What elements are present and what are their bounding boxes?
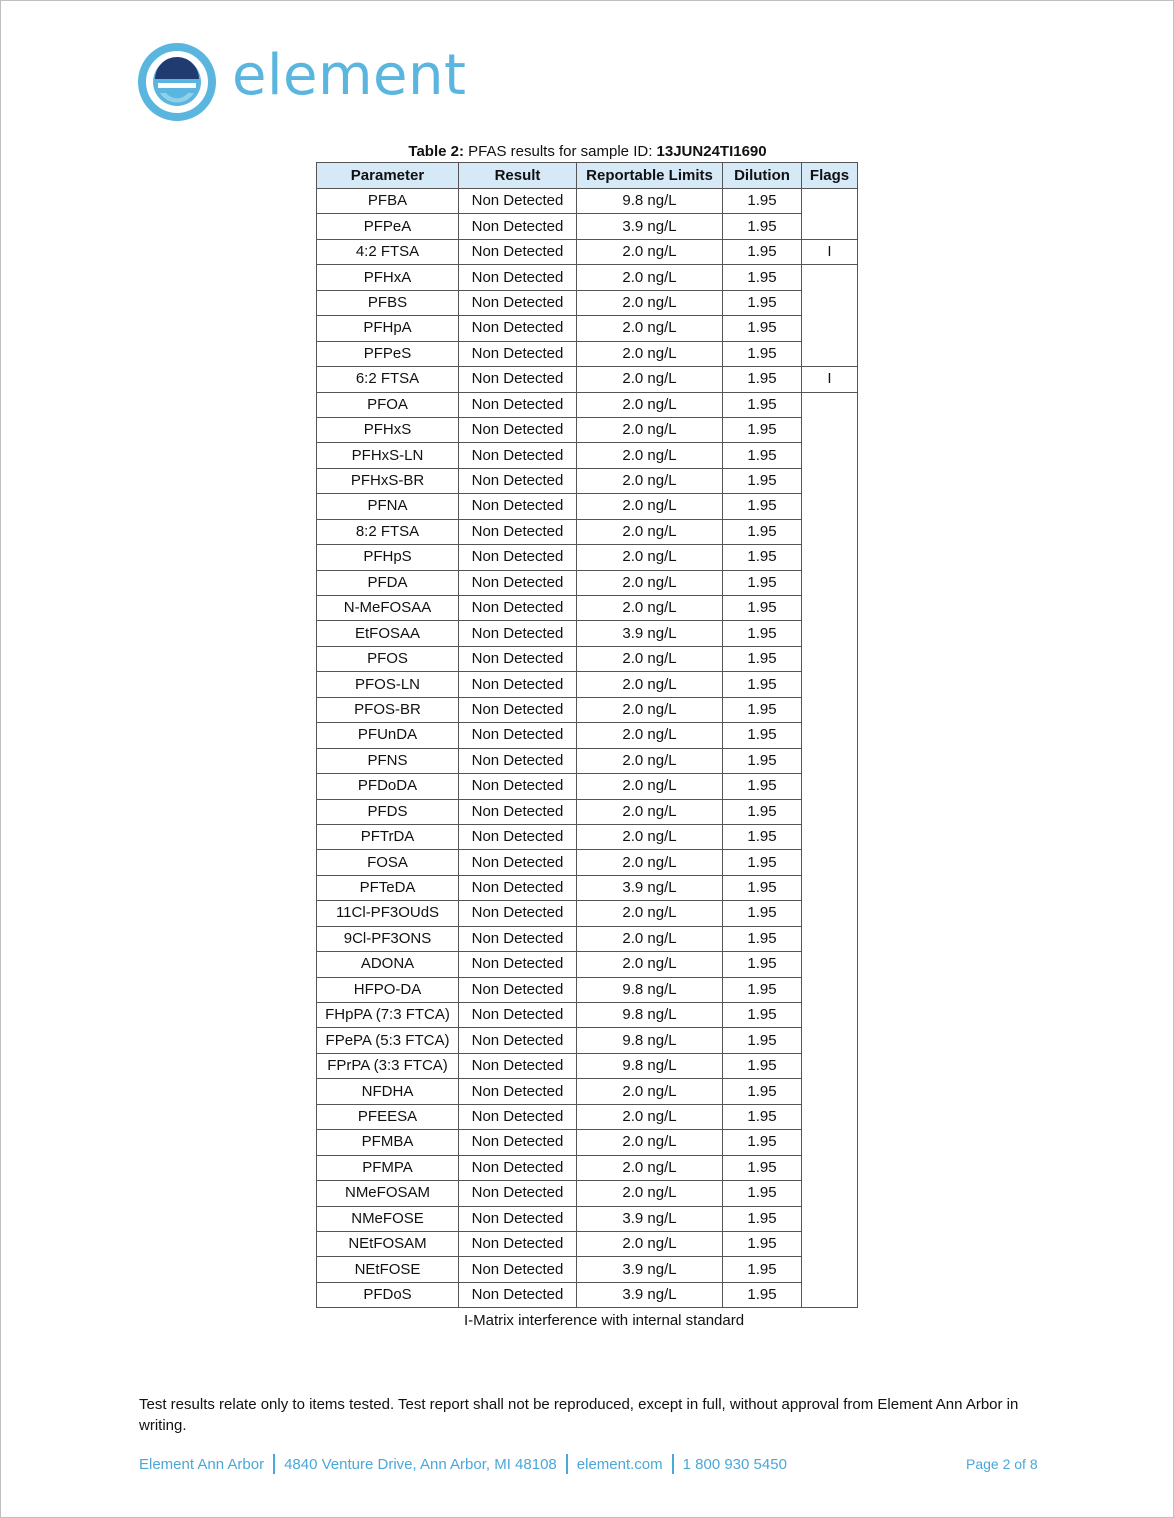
reportable-limit-cell: 3.9 ng/L <box>577 1206 723 1231</box>
parameter-cell: PFTeDA <box>317 875 459 900</box>
table-row <box>317 290 858 315</box>
table-row <box>317 1003 858 1028</box>
table-row <box>317 1130 858 1155</box>
dilution-cell: 1.95 <box>723 392 802 417</box>
parameter-cell: PFDS <box>317 799 459 824</box>
parameter-cell: 8:2 FTSA <box>317 519 459 544</box>
result-cell: Non Detected <box>459 1155 577 1180</box>
dilution-cell: 1.95 <box>723 367 802 392</box>
parameter-cell: NEtFOSE <box>317 1257 459 1282</box>
reportable-limit-cell: 2.0 ng/L <box>577 290 723 315</box>
header-result: Result <box>459 163 577 189</box>
caption-text: PFAS results for sample ID: <box>463 143 657 160</box>
header-parameter: Parameter <box>317 163 459 189</box>
footer-company: Element Ann Arbor <box>139 1455 265 1473</box>
parameter-cell: PFBS <box>317 290 459 315</box>
result-cell: Non Detected <box>459 672 577 697</box>
table-row <box>317 1257 858 1282</box>
result-cell: Non Detected <box>459 774 577 799</box>
flag-cell: I <box>802 239 858 264</box>
table-row <box>317 494 858 519</box>
reportable-limit-cell: 2.0 ng/L <box>577 672 723 697</box>
result-cell: Non Detected <box>459 1257 577 1282</box>
reportable-limit-cell: 3.9 ng/L <box>577 214 723 239</box>
parameter-cell: PFMBA <box>317 1130 459 1155</box>
page-footer <box>139 1454 1039 1474</box>
table-row <box>317 621 858 646</box>
dilution-cell: 1.95 <box>723 774 802 799</box>
table-row <box>317 1181 858 1206</box>
dilution-cell: 1.95 <box>723 646 802 671</box>
result-cell: Non Detected <box>459 367 577 392</box>
result-cell: Non Detected <box>459 341 577 366</box>
result-cell: Non Detected <box>459 239 577 264</box>
flag-footnote: I-Matrix interference with internal standard <box>463 1312 745 1329</box>
reportable-limit-cell: 9.8 ng/L <box>577 1028 723 1053</box>
reportable-limit-cell: 3.9 ng/L <box>577 1257 723 1282</box>
element-logo <box>138 42 466 122</box>
table-caption <box>316 142 859 162</box>
parameter-cell: PFTrDA <box>317 824 459 849</box>
result-cell: Non Detected <box>459 1053 577 1078</box>
parameter-cell: PFHxS-LN <box>317 443 459 468</box>
footer-website: element.com <box>576 1455 663 1473</box>
reportable-limit-cell: 2.0 ng/L <box>577 519 723 544</box>
result-cell: Non Detected <box>459 1130 577 1155</box>
header-dilution: Dilution <box>723 163 802 189</box>
result-cell: Non Detected <box>459 646 577 671</box>
table-row <box>317 367 858 392</box>
result-cell: Non Detected <box>459 265 577 290</box>
parameter-cell: FHpPA (7:3 FTCA) <box>317 1003 459 1028</box>
dilution-cell: 1.95 <box>723 1104 802 1129</box>
reportable-limit-cell: 2.0 ng/L <box>577 468 723 493</box>
dilution-cell: 1.95 <box>723 545 802 570</box>
element-logo-wordmark: element <box>232 43 467 108</box>
reportable-limit-cell: 2.0 ng/L <box>577 952 723 977</box>
reportable-limit-cell: 2.0 ng/L <box>577 1104 723 1129</box>
reportable-limit-cell: 9.8 ng/L <box>577 1003 723 1028</box>
dilution-cell: 1.95 <box>723 214 802 239</box>
parameter-cell: PFOA <box>317 392 459 417</box>
table-row <box>317 723 858 748</box>
result-cell: Non Detected <box>459 621 577 646</box>
reportable-limit-cell: 2.0 ng/L <box>577 545 723 570</box>
result-cell: Non Detected <box>459 545 577 570</box>
dilution-cell: 1.95 <box>723 697 802 722</box>
result-cell: Non Detected <box>459 1181 577 1206</box>
table-row <box>317 901 858 926</box>
result-cell: Non Detected <box>459 494 577 519</box>
result-cell: Non Detected <box>459 875 577 900</box>
dilution-cell: 1.95 <box>723 494 802 519</box>
table-row <box>317 443 858 468</box>
dilution-cell: 1.95 <box>723 1231 802 1256</box>
table-row <box>317 596 858 621</box>
parameter-cell: NEtFOSAM <box>317 1231 459 1256</box>
table-row <box>317 545 858 570</box>
parameter-cell: FOSA <box>317 850 459 875</box>
dilution-cell: 1.95 <box>723 824 802 849</box>
footer-address: 4840 Venture Drive, Ann Arbor, MI 48108 <box>284 1455 557 1473</box>
dilution-cell: 1.95 <box>723 265 802 290</box>
dilution-cell: 1.95 <box>723 316 802 341</box>
parameter-cell: ADONA <box>317 952 459 977</box>
table-row <box>317 417 858 442</box>
parameter-cell: HFPO-DA <box>317 977 459 1002</box>
table-row <box>317 189 858 214</box>
dilution-cell: 1.95 <box>723 570 802 595</box>
reportable-limit-cell: 2.0 ng/L <box>577 1079 723 1104</box>
result-cell: Non Detected <box>459 214 577 239</box>
table-row <box>317 1155 858 1180</box>
parameter-cell: 11Cl-PF3OUdS <box>317 901 459 926</box>
table-row <box>317 850 858 875</box>
table-row <box>317 977 858 1002</box>
footer-separator <box>566 1454 568 1474</box>
reportable-limit-cell: 2.0 ng/L <box>577 341 723 366</box>
table-row <box>317 214 858 239</box>
parameter-cell: PFHpS <box>317 545 459 570</box>
table-row <box>317 1028 858 1053</box>
reportable-limit-cell: 2.0 ng/L <box>577 494 723 519</box>
result-cell: Non Detected <box>459 799 577 824</box>
table-row <box>317 875 858 900</box>
dilution-cell: 1.95 <box>723 748 802 773</box>
table-row <box>317 926 858 951</box>
table-row <box>317 392 858 417</box>
reportable-limit-cell: 2.0 ng/L <box>577 850 723 875</box>
reportable-limit-cell: 2.0 ng/L <box>577 570 723 595</box>
dilution-cell: 1.95 <box>723 901 802 926</box>
dilution-cell: 1.95 <box>723 850 802 875</box>
result-cell: Non Detected <box>459 1104 577 1129</box>
flag-cell <box>802 265 858 367</box>
result-cell: Non Detected <box>459 1028 577 1053</box>
result-cell: Non Detected <box>459 189 577 214</box>
reportable-limit-cell: 2.0 ng/L <box>577 901 723 926</box>
dilution-cell: 1.95 <box>723 1079 802 1104</box>
reportable-limit-cell: 2.0 ng/L <box>577 392 723 417</box>
parameter-cell: N-MeFOSAA <box>317 596 459 621</box>
dilution-cell: 1.95 <box>723 1028 802 1053</box>
table-row <box>317 799 858 824</box>
parameter-cell: FPrPA (3:3 FTCA) <box>317 1053 459 1078</box>
table-row <box>317 570 858 595</box>
reportable-limit-cell: 2.0 ng/L <box>577 748 723 773</box>
dilution-cell: 1.95 <box>723 1257 802 1282</box>
table-row <box>317 672 858 697</box>
table-row <box>317 1053 858 1078</box>
result-cell: Non Detected <box>459 468 577 493</box>
table-row <box>317 774 858 799</box>
result-cell: Non Detected <box>459 824 577 849</box>
dilution-cell: 1.95 <box>723 672 802 697</box>
table-row <box>317 824 858 849</box>
dilution-cell: 1.95 <box>723 596 802 621</box>
parameter-cell: PFOS <box>317 646 459 671</box>
reportable-limit-cell: 3.9 ng/L <box>577 621 723 646</box>
disclaimer-text: Test results relate only to items tested. Test report shall not be reproduced, except in full, without approval from Element Ann Arbor in writing. <box>139 1396 1019 1434</box>
dilution-cell: 1.95 <box>723 926 802 951</box>
reportable-limit-cell: 2.0 ng/L <box>577 1231 723 1256</box>
reportable-limit-cell: 2.0 ng/L <box>577 799 723 824</box>
pfas-results-table <box>316 162 858 1308</box>
flag-cell: I <box>802 367 858 392</box>
table-row <box>317 697 858 722</box>
footer-separator <box>273 1454 275 1474</box>
result-cell: Non Detected <box>459 748 577 773</box>
dilution-cell: 1.95 <box>723 341 802 366</box>
table-row <box>317 1282 858 1307</box>
result-cell: Non Detected <box>459 723 577 748</box>
parameter-cell: 9Cl-PF3ONS <box>317 926 459 951</box>
dilution-cell: 1.95 <box>723 1282 802 1307</box>
parameter-cell: NMeFOSAM <box>317 1181 459 1206</box>
parameter-cell: PFDA <box>317 570 459 595</box>
result-cell: Non Detected <box>459 570 577 595</box>
table-row <box>317 239 858 264</box>
reportable-limit-cell: 2.0 ng/L <box>577 646 723 671</box>
result-cell: Non Detected <box>459 596 577 621</box>
parameter-cell: NMeFOSE <box>317 1206 459 1231</box>
dilution-cell: 1.95 <box>723 799 802 824</box>
reportable-limit-cell: 9.8 ng/L <box>577 189 723 214</box>
parameter-cell: 6:2 FTSA <box>317 367 459 392</box>
reportable-limit-cell: 3.9 ng/L <box>577 1282 723 1307</box>
dilution-cell: 1.95 <box>723 1155 802 1180</box>
parameter-cell: PFMPA <box>317 1155 459 1180</box>
parameter-cell: PFBA <box>317 189 459 214</box>
parameter-cell: PFNS <box>317 748 459 773</box>
result-cell: Non Detected <box>459 1282 577 1307</box>
caption-label: Table 2: <box>408 143 464 160</box>
parameter-cell: EtFOSAA <box>317 621 459 646</box>
parameter-cell: PFDoDA <box>317 774 459 799</box>
parameter-cell: PFEESA <box>317 1104 459 1129</box>
dilution-cell: 1.95 <box>723 1206 802 1231</box>
table-row <box>317 1206 858 1231</box>
flag-cell <box>802 392 858 1308</box>
result-cell: Non Detected <box>459 443 577 468</box>
table-body <box>317 189 858 1308</box>
reportable-limit-cell: 2.0 ng/L <box>577 367 723 392</box>
result-cell: Non Detected <box>459 1079 577 1104</box>
reportable-limit-cell: 2.0 ng/L <box>577 265 723 290</box>
result-cell: Non Detected <box>459 519 577 544</box>
table-header-row <box>317 163 858 189</box>
parameter-cell: PFOS-BR <box>317 697 459 722</box>
dilution-cell: 1.95 <box>723 417 802 442</box>
element-logo-mark-icon <box>138 43 216 121</box>
parameter-cell: FPePA (5:3 FTCA) <box>317 1028 459 1053</box>
dilution-cell: 1.95 <box>723 290 802 315</box>
table-row <box>317 519 858 544</box>
table-row <box>317 748 858 773</box>
dilution-cell: 1.95 <box>723 189 802 214</box>
parameter-cell: PFPeS <box>317 341 459 366</box>
table-row <box>317 265 858 290</box>
reportable-limit-cell: 3.9 ng/L <box>577 875 723 900</box>
result-cell: Non Detected <box>459 1003 577 1028</box>
table-row <box>317 341 858 366</box>
dilution-cell: 1.95 <box>723 519 802 544</box>
reportable-limit-cell: 2.0 ng/L <box>577 596 723 621</box>
dilution-cell: 1.95 <box>723 443 802 468</box>
reportable-limit-cell: 2.0 ng/L <box>577 1130 723 1155</box>
table-row <box>317 316 858 341</box>
header-reportable-limits: Reportable Limits <box>577 163 723 189</box>
result-cell: Non Detected <box>459 926 577 951</box>
result-cell: Non Detected <box>459 901 577 926</box>
parameter-cell: PFOS-LN <box>317 672 459 697</box>
dilution-cell: 1.95 <box>723 977 802 1002</box>
reportable-limit-cell: 2.0 ng/L <box>577 239 723 264</box>
table-row <box>317 1079 858 1104</box>
reportable-limit-cell: 2.0 ng/L <box>577 774 723 799</box>
reportable-limit-cell: 2.0 ng/L <box>577 417 723 442</box>
dilution-cell: 1.95 <box>723 1130 802 1155</box>
result-cell: Non Detected <box>459 1206 577 1231</box>
result-cell: Non Detected <box>459 417 577 442</box>
dilution-cell: 1.95 <box>723 1003 802 1028</box>
flag-cell <box>802 189 858 240</box>
parameter-cell: PFHxS <box>317 417 459 442</box>
dilution-cell: 1.95 <box>723 875 802 900</box>
parameter-cell: PFDoS <box>317 1282 459 1307</box>
result-cell: Non Detected <box>459 952 577 977</box>
footer-phone: 1 800 930 5450 <box>682 1455 787 1473</box>
reportable-limit-cell: 2.0 ng/L <box>577 316 723 341</box>
dilution-cell: 1.95 <box>723 952 802 977</box>
reportable-limit-cell: 2.0 ng/L <box>577 926 723 951</box>
parameter-cell: 4:2 FTSA <box>317 239 459 264</box>
table-row <box>317 952 858 977</box>
result-cell: Non Detected <box>459 290 577 315</box>
dilution-cell: 1.95 <box>723 468 802 493</box>
parameter-cell: NFDHA <box>317 1079 459 1104</box>
dilution-cell: 1.95 <box>723 1053 802 1078</box>
header-flags: Flags <box>802 163 858 189</box>
reportable-limit-cell: 2.0 ng/L <box>577 697 723 722</box>
dilution-cell: 1.95 <box>723 239 802 264</box>
result-cell: Non Detected <box>459 697 577 722</box>
parameter-cell: PFUnDA <box>317 723 459 748</box>
reportable-limit-cell: 2.0 ng/L <box>577 443 723 468</box>
result-cell: Non Detected <box>459 316 577 341</box>
table-row <box>317 1104 858 1129</box>
dilution-cell: 1.95 <box>723 1181 802 1206</box>
reportable-limit-cell: 9.8 ng/L <box>577 1053 723 1078</box>
parameter-cell: PFPeA <box>317 214 459 239</box>
parameter-cell: PFHpA <box>317 316 459 341</box>
dilution-cell: 1.95 <box>723 723 802 748</box>
page-number: Page 2 of 8 <box>966 1456 1038 1472</box>
reportable-limit-cell: 2.0 ng/L <box>577 1155 723 1180</box>
table-row <box>317 1231 858 1256</box>
table-row <box>317 468 858 493</box>
parameter-cell: PFHxS-BR <box>317 468 459 493</box>
result-cell: Non Detected <box>459 850 577 875</box>
parameter-cell: PFNA <box>317 494 459 519</box>
result-cell: Non Detected <box>459 392 577 417</box>
result-cell: Non Detected <box>459 1231 577 1256</box>
parameter-cell: PFHxA <box>317 265 459 290</box>
reportable-limit-cell: 9.8 ng/L <box>577 977 723 1002</box>
reportable-limit-cell: 2.0 ng/L <box>577 824 723 849</box>
table-row <box>317 646 858 671</box>
footer-separator <box>672 1454 674 1474</box>
sample-id: 13JUN24TI1690 <box>656 143 767 160</box>
reportable-limit-cell: 2.0 ng/L <box>577 1181 723 1206</box>
result-cell: Non Detected <box>459 977 577 1002</box>
dilution-cell: 1.95 <box>723 621 802 646</box>
reportable-limit-cell: 2.0 ng/L <box>577 723 723 748</box>
